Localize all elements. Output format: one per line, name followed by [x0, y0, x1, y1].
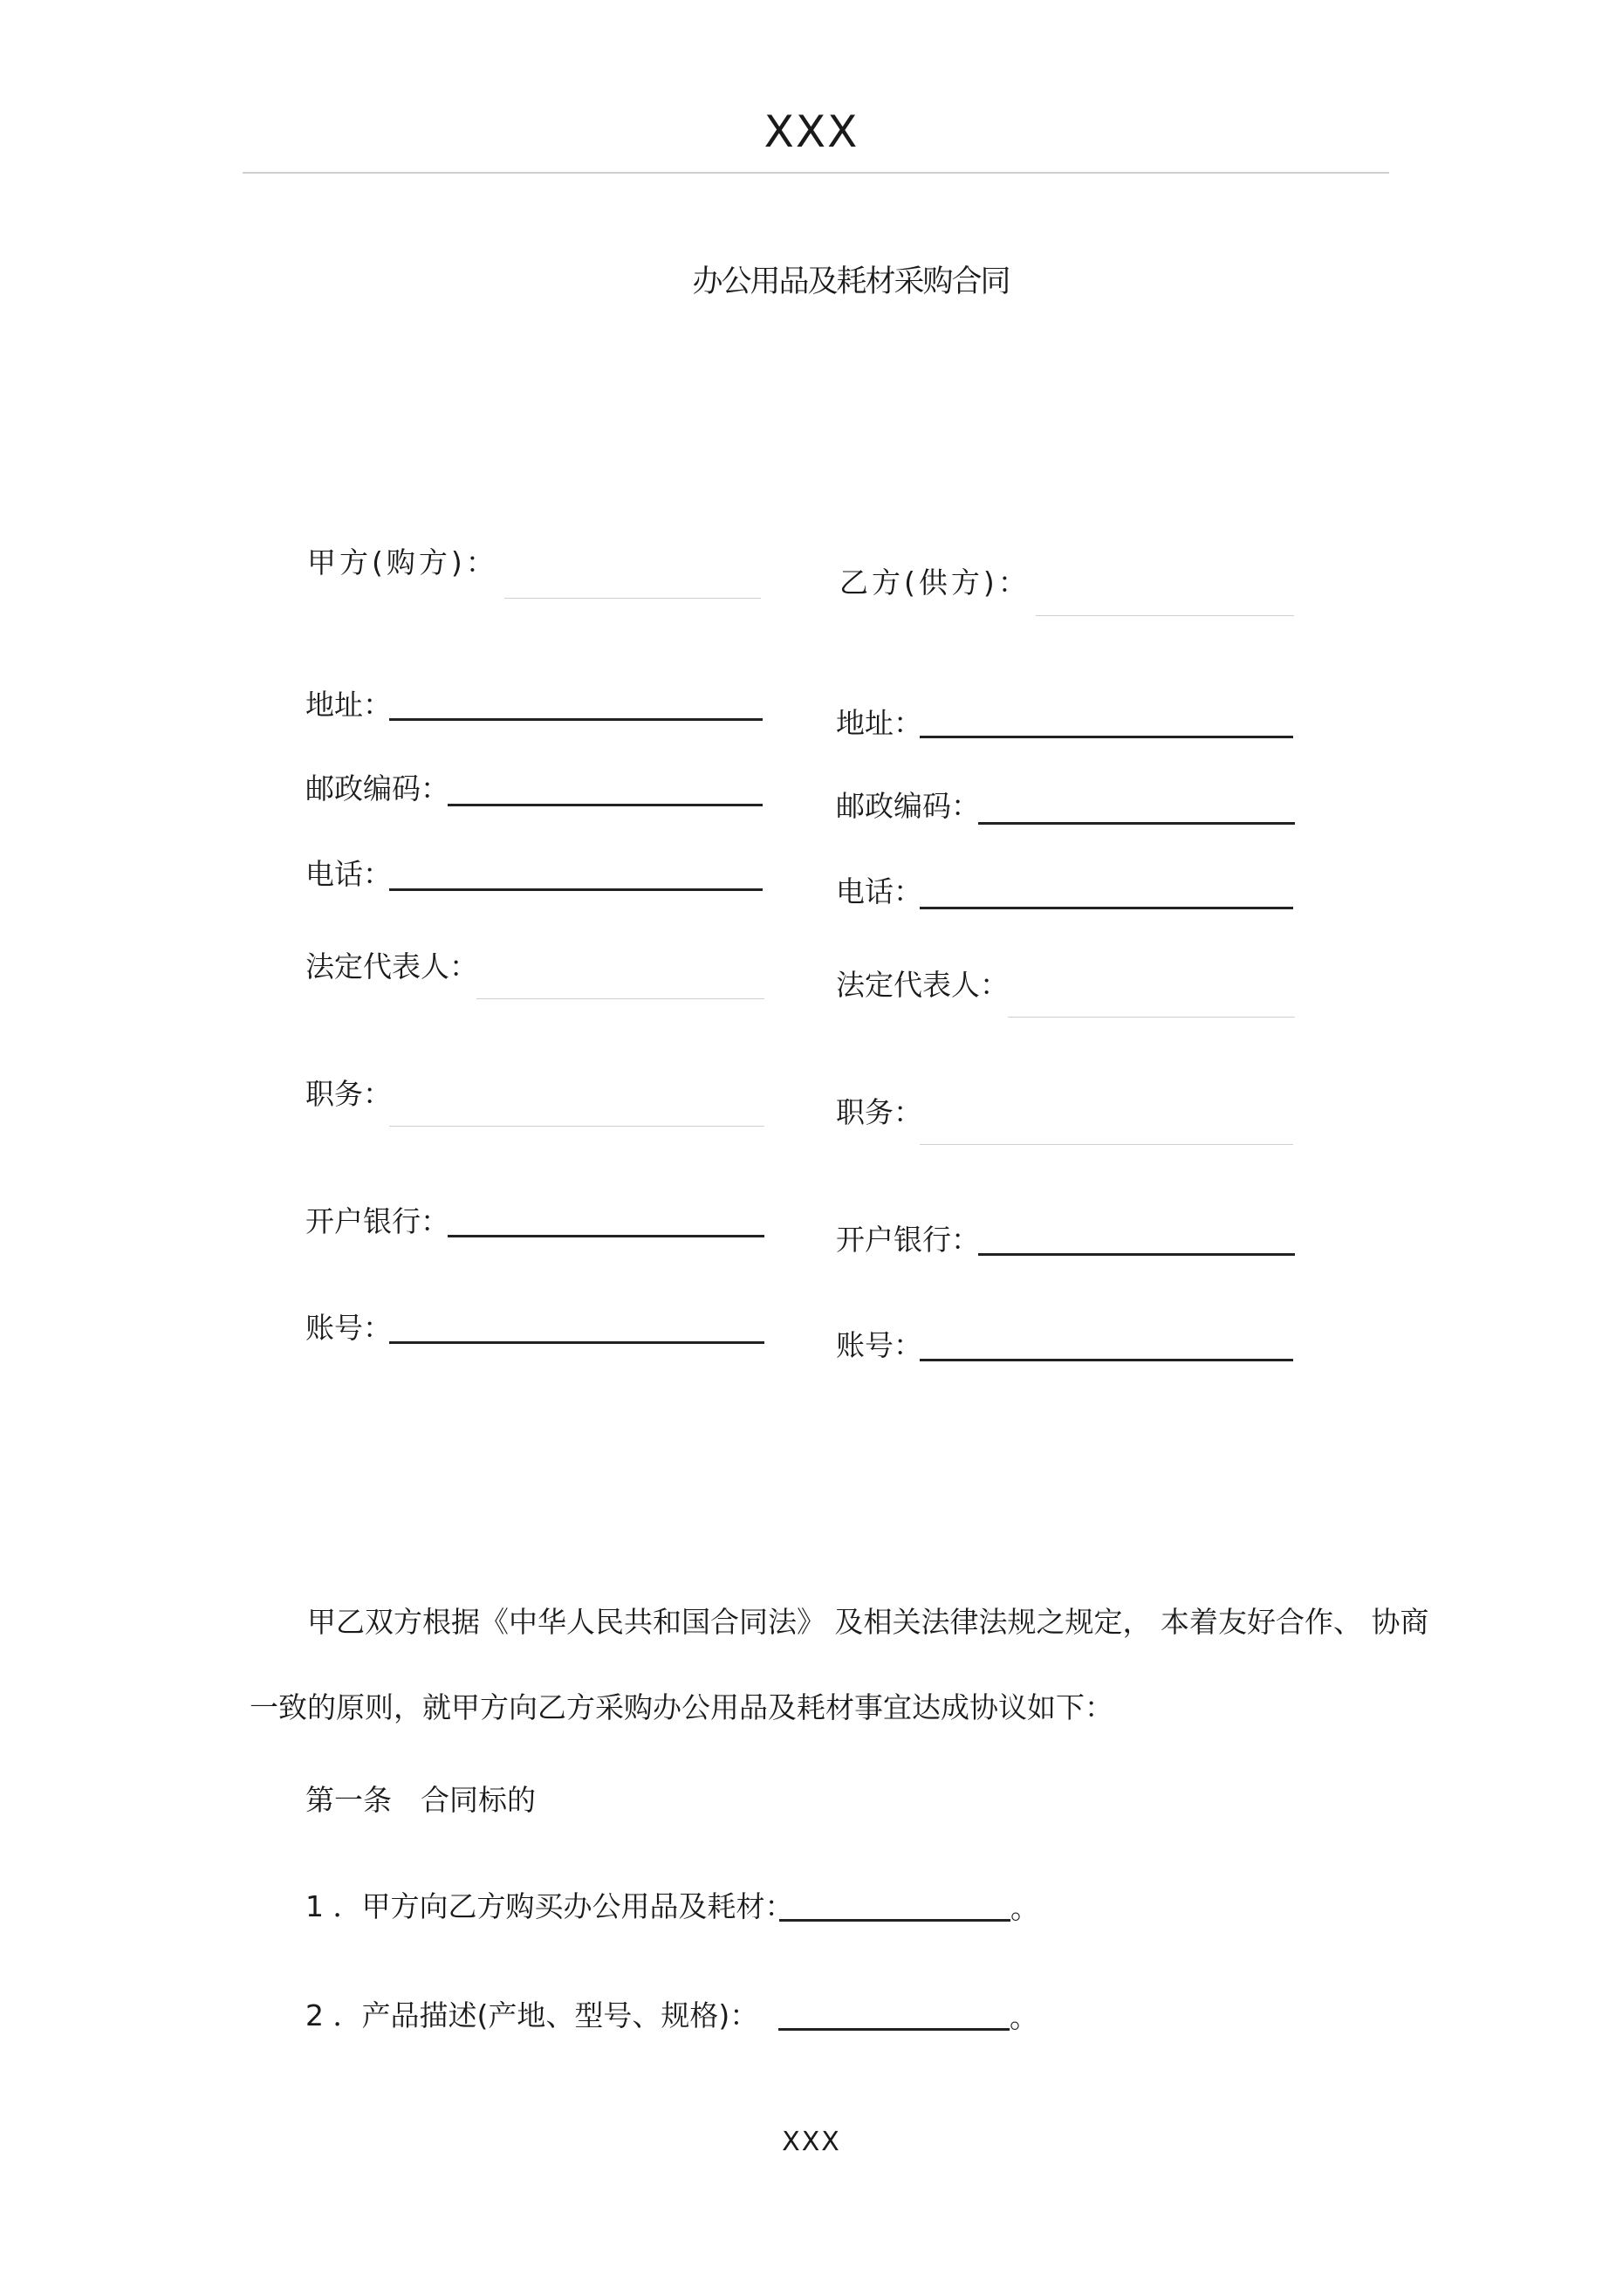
party-a-bank-field[interactable]: [448, 1235, 764, 1237]
item-1-end: 。: [1010, 1891, 1039, 1925]
party-a-postal-field[interactable]: [448, 804, 763, 806]
party-a-rep-field[interactable]: [476, 998, 764, 999]
page-header-title: XXX: [764, 106, 859, 157]
party-a-account-label: 账号：: [305, 1311, 392, 1345]
party-b-name-field[interactable]: [1036, 615, 1294, 616]
party-b-phone-label: 电话：: [836, 874, 922, 908]
party-a-phone-label: 电话：: [305, 857, 392, 891]
party-a-account-field[interactable]: [389, 1341, 764, 1344]
party-b-address-label: 地址：: [836, 706, 922, 740]
party-a-position-label: 职务：: [305, 1077, 392, 1111]
party-b-account-field[interactable]: [920, 1359, 1293, 1361]
party-b-account-label: 账号：: [836, 1328, 922, 1362]
party-a-phone-field[interactable]: [389, 888, 763, 891]
contract-title: 办公用品及耗材采购合同: [692, 264, 1010, 299]
party-b-bank-field[interactable]: [978, 1253, 1295, 1256]
header-divider: [243, 172, 1389, 174]
party-a-address-label: 地址：: [305, 688, 392, 722]
party-a-address-field[interactable]: [389, 718, 763, 721]
intro-paragraph-line-2: 一致的原则，就甲方向乙方采购办公用品及耗材事宜达成协议如下：: [250, 1690, 1113, 1724]
party-a-name-field[interactable]: [504, 598, 761, 599]
party-a-rep-label: 法定代表人：: [305, 949, 478, 984]
party-a-postal-label: 邮政编码：: [305, 771, 449, 805]
item-2-field[interactable]: [778, 2028, 1010, 2031]
party-b-position-field[interactable]: [920, 1144, 1293, 1145]
party-b-phone-field[interactable]: [920, 907, 1293, 909]
party-a-bank-label: 开户银行：: [305, 1204, 449, 1238]
party-a-position-field[interactable]: [389, 1126, 764, 1127]
item-2-text: 2 ．产品描述(产地、型号、规格)：: [305, 1998, 759, 2032]
item-1-field[interactable]: [779, 1919, 1010, 1922]
party-b-postal-label: 邮政编码：: [836, 789, 980, 823]
party-b-rep-label: 法定代表人：: [836, 968, 1009, 1002]
page-footer: XXX: [782, 2127, 841, 2157]
party-b-postal-field[interactable]: [978, 822, 1295, 825]
party-b-bank-label: 开户银行：: [836, 1223, 980, 1257]
article-1-heading: 第一条 合同标的: [305, 1783, 536, 1817]
item-2-end: 。: [1010, 2000, 1038, 2034]
party-a-name-label: 甲方(购方)：: [307, 545, 498, 579]
party-b-position-label: 职务：: [836, 1095, 922, 1129]
party-b-name-label: 乙方(供方)：: [839, 565, 1031, 600]
intro-paragraph-line-1: 甲乙双方根据《中华人民共和国合同法》 及相关法律法规之规定， 本着友好合作、 协商: [307, 1605, 1429, 1639]
party-b-address-field[interactable]: [920, 736, 1293, 738]
party-b-rep-field[interactable]: [1008, 1017, 1295, 1018]
item-1-text: 1 ．甲方向乙方购买办公用品及耗材：: [305, 1889, 794, 1923]
